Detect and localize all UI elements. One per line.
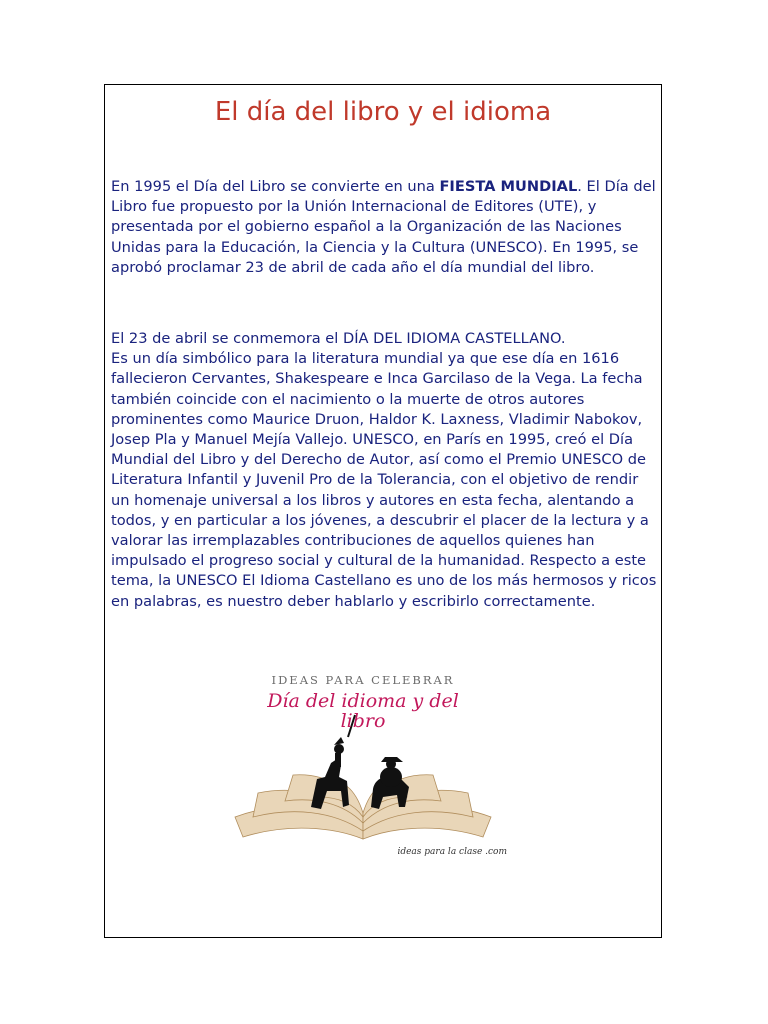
paragraph-dia-del-idioma	[111, 329, 657, 612]
paragraph-1-rest: . El Día del Libro fue propuesto por la Unión Internacional de Editores (UTE), y presentada por el gobierno español a la Organización de las Naciones Unidas para la Educación, la Ciencia y la Cultura (UNESCO). En 1995, se aprobó proclamar 23 de abril de cada año el día mundial del libro.	[111, 178, 656, 276]
illustration-headline	[213, 691, 513, 731]
paragraph-fiesta-mundial	[111, 177, 657, 278]
celebration-illustration	[213, 667, 513, 859]
fiesta-mundial-emphasis: FIESTA MUNDIAL	[439, 178, 578, 195]
illustration-kicker: IDEAS PARA CELEBRAR	[271, 673, 455, 687]
illustration-headline-line-1: Día del idioma y del	[267, 690, 459, 712]
illustration-headline-line-2: libro	[340, 710, 386, 732]
document-title: El día del libro y el idioma	[214, 97, 552, 127]
paragraph-1-intro: En 1995 el Día del Libro se convierte en una	[111, 178, 440, 195]
illustration-credit: ideas para la clase .com	[397, 847, 507, 857]
paragraph-2-first-line: El 23 de abril se conmemora el DÍA DEL IDIOMA CASTELLANO.	[111, 330, 566, 347]
document-page	[104, 84, 662, 938]
paragraph-2-rest: Es un día simbólico para la literatura mundial ya que ese día en 1616 fallecieron Cervantes, Shakespeare e Inca Garcilaso de la Vega. La fecha también coincide con el nacimiento o la muerte de otros autores prominentes como Maurice Druon, Haldor K. Laxness, Vladimir Nabokov, Josep Pla y Manuel Mejía Vallejo. UNESCO, en París en 1995, creó el Día Mundial del Libro y del Derecho de Autor, así como el Premio UNESCO de Literatura Infantil y Juvenil Pro de la Tolerancia, con el objetivo de rendir un homenaje universal a los libros y autores en esta fecha, alentando a todos, y en particular a los jóvenes, a descubrir el placer de la lectura y a valorar las irremplazables contribuciones de aquellos quienes han impulsado el progreso social y cultural de la humanidad. Respecto a este tema, la UNESCO El Idioma Castellano es uno de los más hermosos y ricos en palabras, es nuestro deber hablarlo y escribirlo correctamente.	[111, 350, 657, 610]
